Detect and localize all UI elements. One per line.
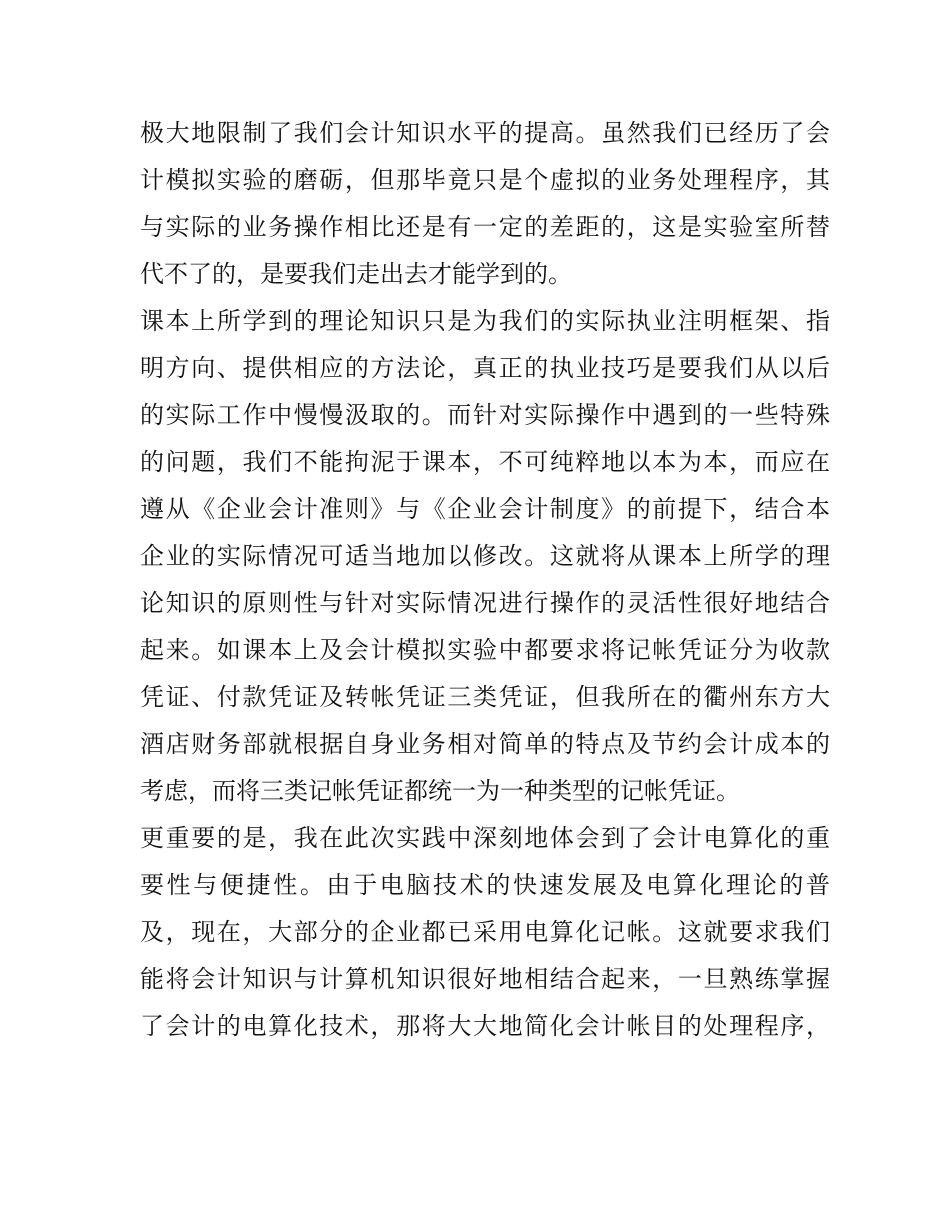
text-line: 的问题，我们不能拘泥于课本，不可纯粹地以本为本，而应在	[140, 448, 830, 476]
text-line: 明方向、提供相应的方法论，真正的执业技巧是要我们从以后	[140, 354, 830, 382]
text-line: 更重要的是，我在此次实践中深刻地体会到了会计电算化的重	[140, 824, 830, 852]
text-line: 企业的实际情况可适当地加以修改。这就将从课本上所学的理	[140, 542, 830, 570]
text-line: 凭证、付款凭证及转帐凭证三类凭证，但我所在的衢州东方大	[140, 683, 830, 711]
text-line: 酒店财务部就根据自身业务相对简单的特点及节约会计成本的	[140, 730, 830, 758]
text-line: 能将会计知识与计算机知识很好地相结合起来，一旦熟练掌握	[140, 965, 830, 993]
body-text	[140, 110, 830, 1050]
text-line: 与实际的业务操作相比还是有一定的差距的，这是实验室所替	[140, 213, 830, 241]
text-line: 考虑，而将三类记帐凭证都统一为一种类型的记帐凭证。	[140, 777, 740, 805]
text-line: 计模拟实验的磨砺，但那毕竟只是个虚拟的业务处理程序，其	[140, 166, 830, 194]
text-line: 极大地限制了我们会计知识水平的提高。虽然我们已经历了会	[140, 119, 830, 147]
text-line: 的实际工作中慢慢汲取的。而针对实际操作中遇到的一些特殊	[140, 401, 830, 429]
text-line: 论知识的原则性与针对实际情况进行操作的灵活性很好地结合	[140, 589, 830, 617]
text-line: 及，现在，大部分的企业都已采用电算化记帐。这就要求我们	[140, 918, 830, 946]
text-line: 遵从《企业会计准则》与《企业会计制度》的前提下，结合本	[140, 495, 830, 523]
text-line: 起来。如课本上及会计模拟实验中都要求将记帐凭证分为收款	[140, 636, 830, 664]
text-line: 代不了的，是要我们走出去才能学到的。	[140, 260, 572, 288]
text-line: 了会计的电算化技术，那将大大地简化会计帐目的处理程序，	[140, 1012, 830, 1040]
text-line: 要性与便捷性。由于电脑技术的快速发展及电算化理论的普	[140, 871, 830, 899]
text-line: 课本上所学到的理论知识只是为我们的实际执业注明框架、指	[140, 307, 830, 335]
